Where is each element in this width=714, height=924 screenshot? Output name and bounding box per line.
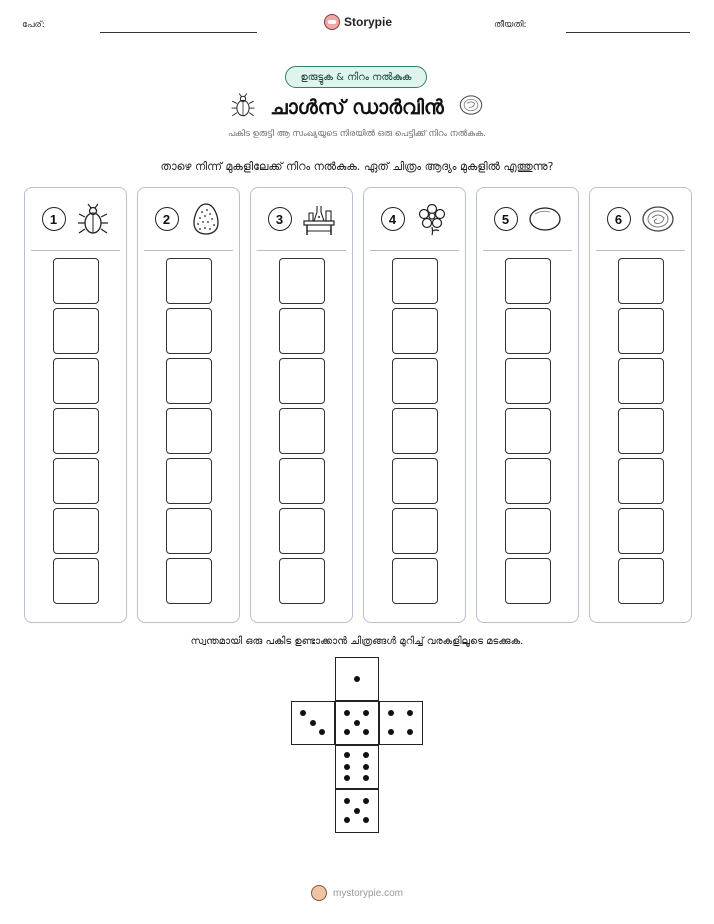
subtitle: പകിട ഉരുട്ടി ആ സംഖ്യയുടെ നിരയിൽ ഒരു പെട്ടിക്ക് നിറം നൽകുക. (228, 129, 486, 139)
color-box[interactable] (618, 258, 664, 304)
dice-pip (354, 808, 360, 814)
column-number: 6 (607, 207, 631, 231)
color-box[interactable] (279, 508, 325, 554)
color-box[interactable] (279, 458, 325, 504)
box-stack (477, 258, 578, 604)
dice-pip (354, 720, 360, 726)
dice-pip (310, 720, 316, 726)
dice-net-instruction: സ്വന്തമായി ഒരു പകിട ഉണ്ടാക്കാൻ ചിത്രങ്ങൾ മുറിച്ച് വരകളിലൂടെ മടക്കുക. (190, 636, 524, 647)
dice-pip (300, 710, 306, 716)
title-row (0, 92, 714, 122)
column-1 (24, 187, 127, 623)
page-title: ചാൾസ് ഡാർവിൻ (270, 95, 444, 119)
color-box[interactable] (166, 458, 212, 504)
color-box[interactable] (279, 408, 325, 454)
dice-pip (344, 710, 350, 716)
dice-face (379, 701, 423, 745)
dice-pip (344, 798, 350, 804)
fossil-icon (458, 92, 484, 122)
color-box[interactable] (505, 358, 551, 404)
color-box[interactable] (505, 458, 551, 504)
dice-pip (363, 710, 369, 716)
color-box[interactable] (505, 258, 551, 304)
color-box[interactable] (166, 558, 212, 604)
color-box[interactable] (53, 508, 99, 554)
column-number: 5 (494, 207, 518, 231)
beetle-icon (230, 92, 256, 122)
dice-face (335, 701, 379, 745)
color-box[interactable] (166, 408, 212, 454)
color-box[interactable] (53, 308, 99, 354)
color-box[interactable] (392, 558, 438, 604)
color-box[interactable] (279, 558, 325, 604)
beetle-icon (76, 202, 110, 236)
dice-pip (319, 729, 325, 735)
color-box[interactable] (392, 308, 438, 354)
column-number: 3 (268, 207, 292, 231)
color-box[interactable] (618, 408, 664, 454)
dice-pip (344, 764, 350, 770)
box-stack (251, 258, 352, 604)
dice-pip (363, 817, 369, 823)
dice-net (291, 657, 423, 833)
brand-name: Storypie (344, 15, 393, 29)
dice-pip (407, 710, 413, 716)
color-box[interactable] (618, 508, 664, 554)
dice-face (291, 701, 335, 745)
color-box[interactable] (279, 258, 325, 304)
dice-face (335, 789, 379, 833)
dice-pip (344, 817, 350, 823)
color-box[interactable] (53, 458, 99, 504)
column-number: 4 (381, 207, 405, 231)
color-box[interactable] (618, 558, 664, 604)
color-box[interactable] (392, 508, 438, 554)
footer (0, 885, 714, 901)
color-box[interactable] (166, 358, 212, 404)
color-box[interactable] (166, 258, 212, 304)
dice-pip (344, 752, 350, 758)
color-box[interactable] (53, 258, 99, 304)
color-box[interactable] (392, 258, 438, 304)
column-number: 1 (42, 207, 66, 231)
activity-badge: ഉരുട്ടുക & നിറം നൽകുക (285, 66, 427, 88)
color-box[interactable] (618, 308, 664, 354)
lab-table-icon (302, 202, 336, 236)
color-box[interactable] (279, 358, 325, 404)
box-stack (138, 258, 239, 604)
color-box[interactable] (392, 408, 438, 454)
dice-face (335, 745, 379, 789)
dice-pip (344, 729, 350, 735)
dice-pip (344, 775, 350, 781)
color-box[interactable] (505, 508, 551, 554)
column-4 (363, 187, 466, 623)
dice-pip (354, 676, 360, 682)
column-2 (137, 187, 240, 623)
color-box[interactable] (53, 408, 99, 454)
footer-url[interactable]: mystorypie.com (332, 887, 403, 899)
instruction: താഴെ നിന്ന് മുകളിലേക്ക് നിറം നൽകുക. ഏത് ചിത്രം ആദ്യം മുകളിൽ എത്തുന്നു? (160, 160, 554, 173)
flower-icon (415, 202, 449, 236)
color-box[interactable] (392, 358, 438, 404)
name-label: പേര്: (22, 20, 45, 30)
color-box[interactable] (505, 558, 551, 604)
color-box[interactable] (392, 458, 438, 504)
fossil-icon (641, 202, 675, 236)
dice-pip (363, 775, 369, 781)
dice-pip (407, 729, 413, 735)
dice-pip (363, 798, 369, 804)
column-6 (589, 187, 692, 623)
box-stack (590, 258, 691, 604)
name-line (100, 32, 257, 33)
color-box[interactable] (505, 408, 551, 454)
color-box[interactable] (53, 558, 99, 604)
date-line (566, 32, 690, 33)
dice-pip (388, 729, 394, 735)
dice-pip (363, 729, 369, 735)
dice-face (335, 657, 379, 701)
date-label: തീയതി: (494, 20, 527, 30)
color-box[interactable] (166, 308, 212, 354)
color-box[interactable] (618, 458, 664, 504)
dice-pip (388, 710, 394, 716)
stone-icon (528, 202, 562, 236)
columns (24, 187, 692, 623)
egg-icon (189, 202, 223, 236)
color-box[interactable] (505, 308, 551, 354)
box-stack (364, 258, 465, 604)
box-stack (25, 258, 126, 604)
color-box[interactable] (279, 308, 325, 354)
column-5 (476, 187, 579, 623)
color-box[interactable] (618, 358, 664, 404)
column-3 (250, 187, 353, 623)
color-box[interactable] (166, 508, 212, 554)
color-box[interactable] (53, 358, 99, 404)
brand-logo (324, 14, 392, 30)
column-number: 2 (155, 207, 179, 231)
mascot-icon (311, 885, 327, 901)
dice-pip (363, 764, 369, 770)
mascot-icon (324, 14, 340, 30)
dice-pip (363, 752, 369, 758)
